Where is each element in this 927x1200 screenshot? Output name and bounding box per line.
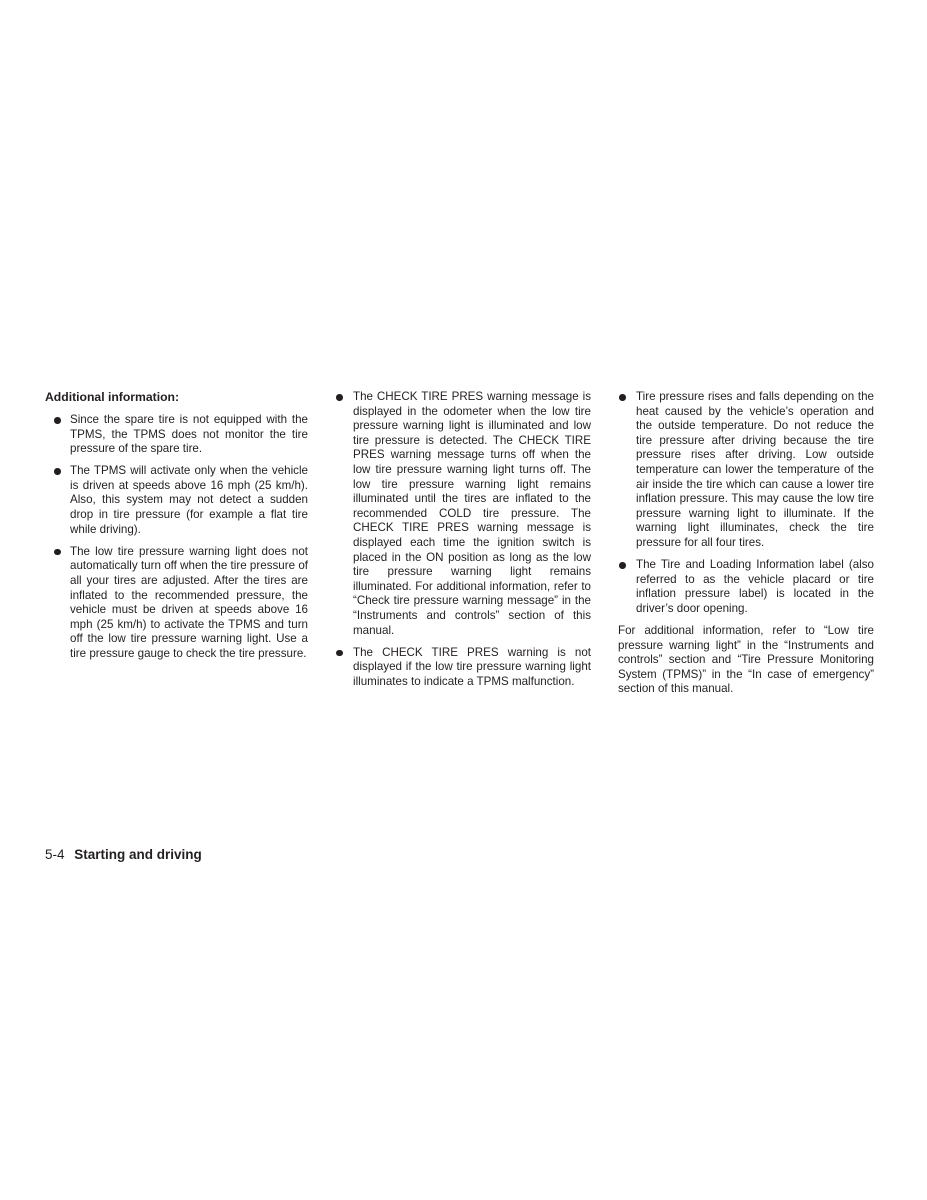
- list-item: [45, 413, 308, 457]
- list-item-text: Since the spare tire is not equipped with the TPMS, the TPMS does not monitor the tire pressure of the spare tire.: [70, 413, 308, 456]
- list-item: [335, 390, 591, 638]
- list-item: [335, 646, 591, 690]
- text-column-1: [45, 390, 308, 669]
- chapter-title: Starting and driving: [74, 847, 202, 862]
- bullet-list: [335, 390, 591, 689]
- list-item: [618, 390, 874, 551]
- list-item-text: The Tire and Loading Information label (also referred to as the vehicle placard or tire inflation pressure label) is located in the driver’s door opening.: [636, 558, 874, 615]
- list-item-text: The CHECK TIRE PRES warning message is displayed in the odometer when the low tire pressure warning light is illuminated and low tire pressure is detected. The CHECK TIRE PRES warning message turns off when the low tire pressure warning light turns off. The low tire pressure warning light remains illuminated until the tires are inflated to the recommended COLD tire pressure. The CHECK TIRE PRES warning message is displayed each time the ignition switch is placed in the ON position as long as the low tire pressure warning light remains illuminated. For additional information, refer to “Check tire pressure warning message” in the “Instruments and controls” section of this manual.: [353, 390, 591, 637]
- bullet-dot-icon: [54, 468, 61, 475]
- text-column-2: [335, 390, 591, 697]
- list-item-text: Tire pressure rises and falls depending on the heat caused by the vehicle’s operation and the outside temperature. Do not reduce the tire pressure after driving because the tire pressure rises after driving. Low outside temperature can lower the temperature of the air inside the tire which can cause a lower tire inflation pressure. This may cause the low tire pressure warning light to illuminate. If the warning light illuminates, check the tire pressure for all four tires.: [636, 390, 874, 549]
- text-column-3: [618, 390, 874, 697]
- bullet-list: [45, 413, 308, 662]
- closing-paragraph: For additional information, refer to “Low tire pressure warning light” in the “Instruments and controls” section and “Tire Pressure Monitoring System (TPMS)” in the “In case of emergency” section of this manual.: [618, 623, 874, 696]
- bullet-dot-icon: [54, 417, 61, 424]
- bullet-dot-icon: [619, 394, 626, 401]
- page-footer: [45, 846, 202, 863]
- bullet-dot-icon: [336, 650, 343, 657]
- list-item-text: The CHECK TIRE PRES warning is not displayed if the low tire pressure warning light illuminates to indicate a TPMS malfunction.: [353, 645, 591, 688]
- list-item: [618, 558, 874, 616]
- list-item-text: The low tire pressure warning light does not automatically turn off when the tire pressure of all your tires are adjusted. After the tires are inflated to the recommended pressure, the vehicle must be driven at speeds above 16 mph (25 km/h) to activate the TPMS and turn off the low tire pressure warning light. Use a tire pressure gauge to check the tire pressure.: [70, 544, 308, 660]
- bullet-dot-icon: [54, 549, 61, 556]
- list-item: [45, 464, 308, 537]
- list-item-text: The TPMS will activate only when the vehicle is driven at speeds above 16 mph (25 km/h). Also, this system may not detect a sudden drop in tire pressure (for example a flat tire while driving).: [70, 464, 308, 536]
- bullet-list: [618, 390, 874, 616]
- bullet-dot-icon: [336, 394, 343, 401]
- page-number: 5-4: [45, 847, 65, 862]
- section-heading: Additional information:: [45, 390, 180, 404]
- list-item: [45, 545, 308, 662]
- bullet-dot-icon: [619, 562, 626, 569]
